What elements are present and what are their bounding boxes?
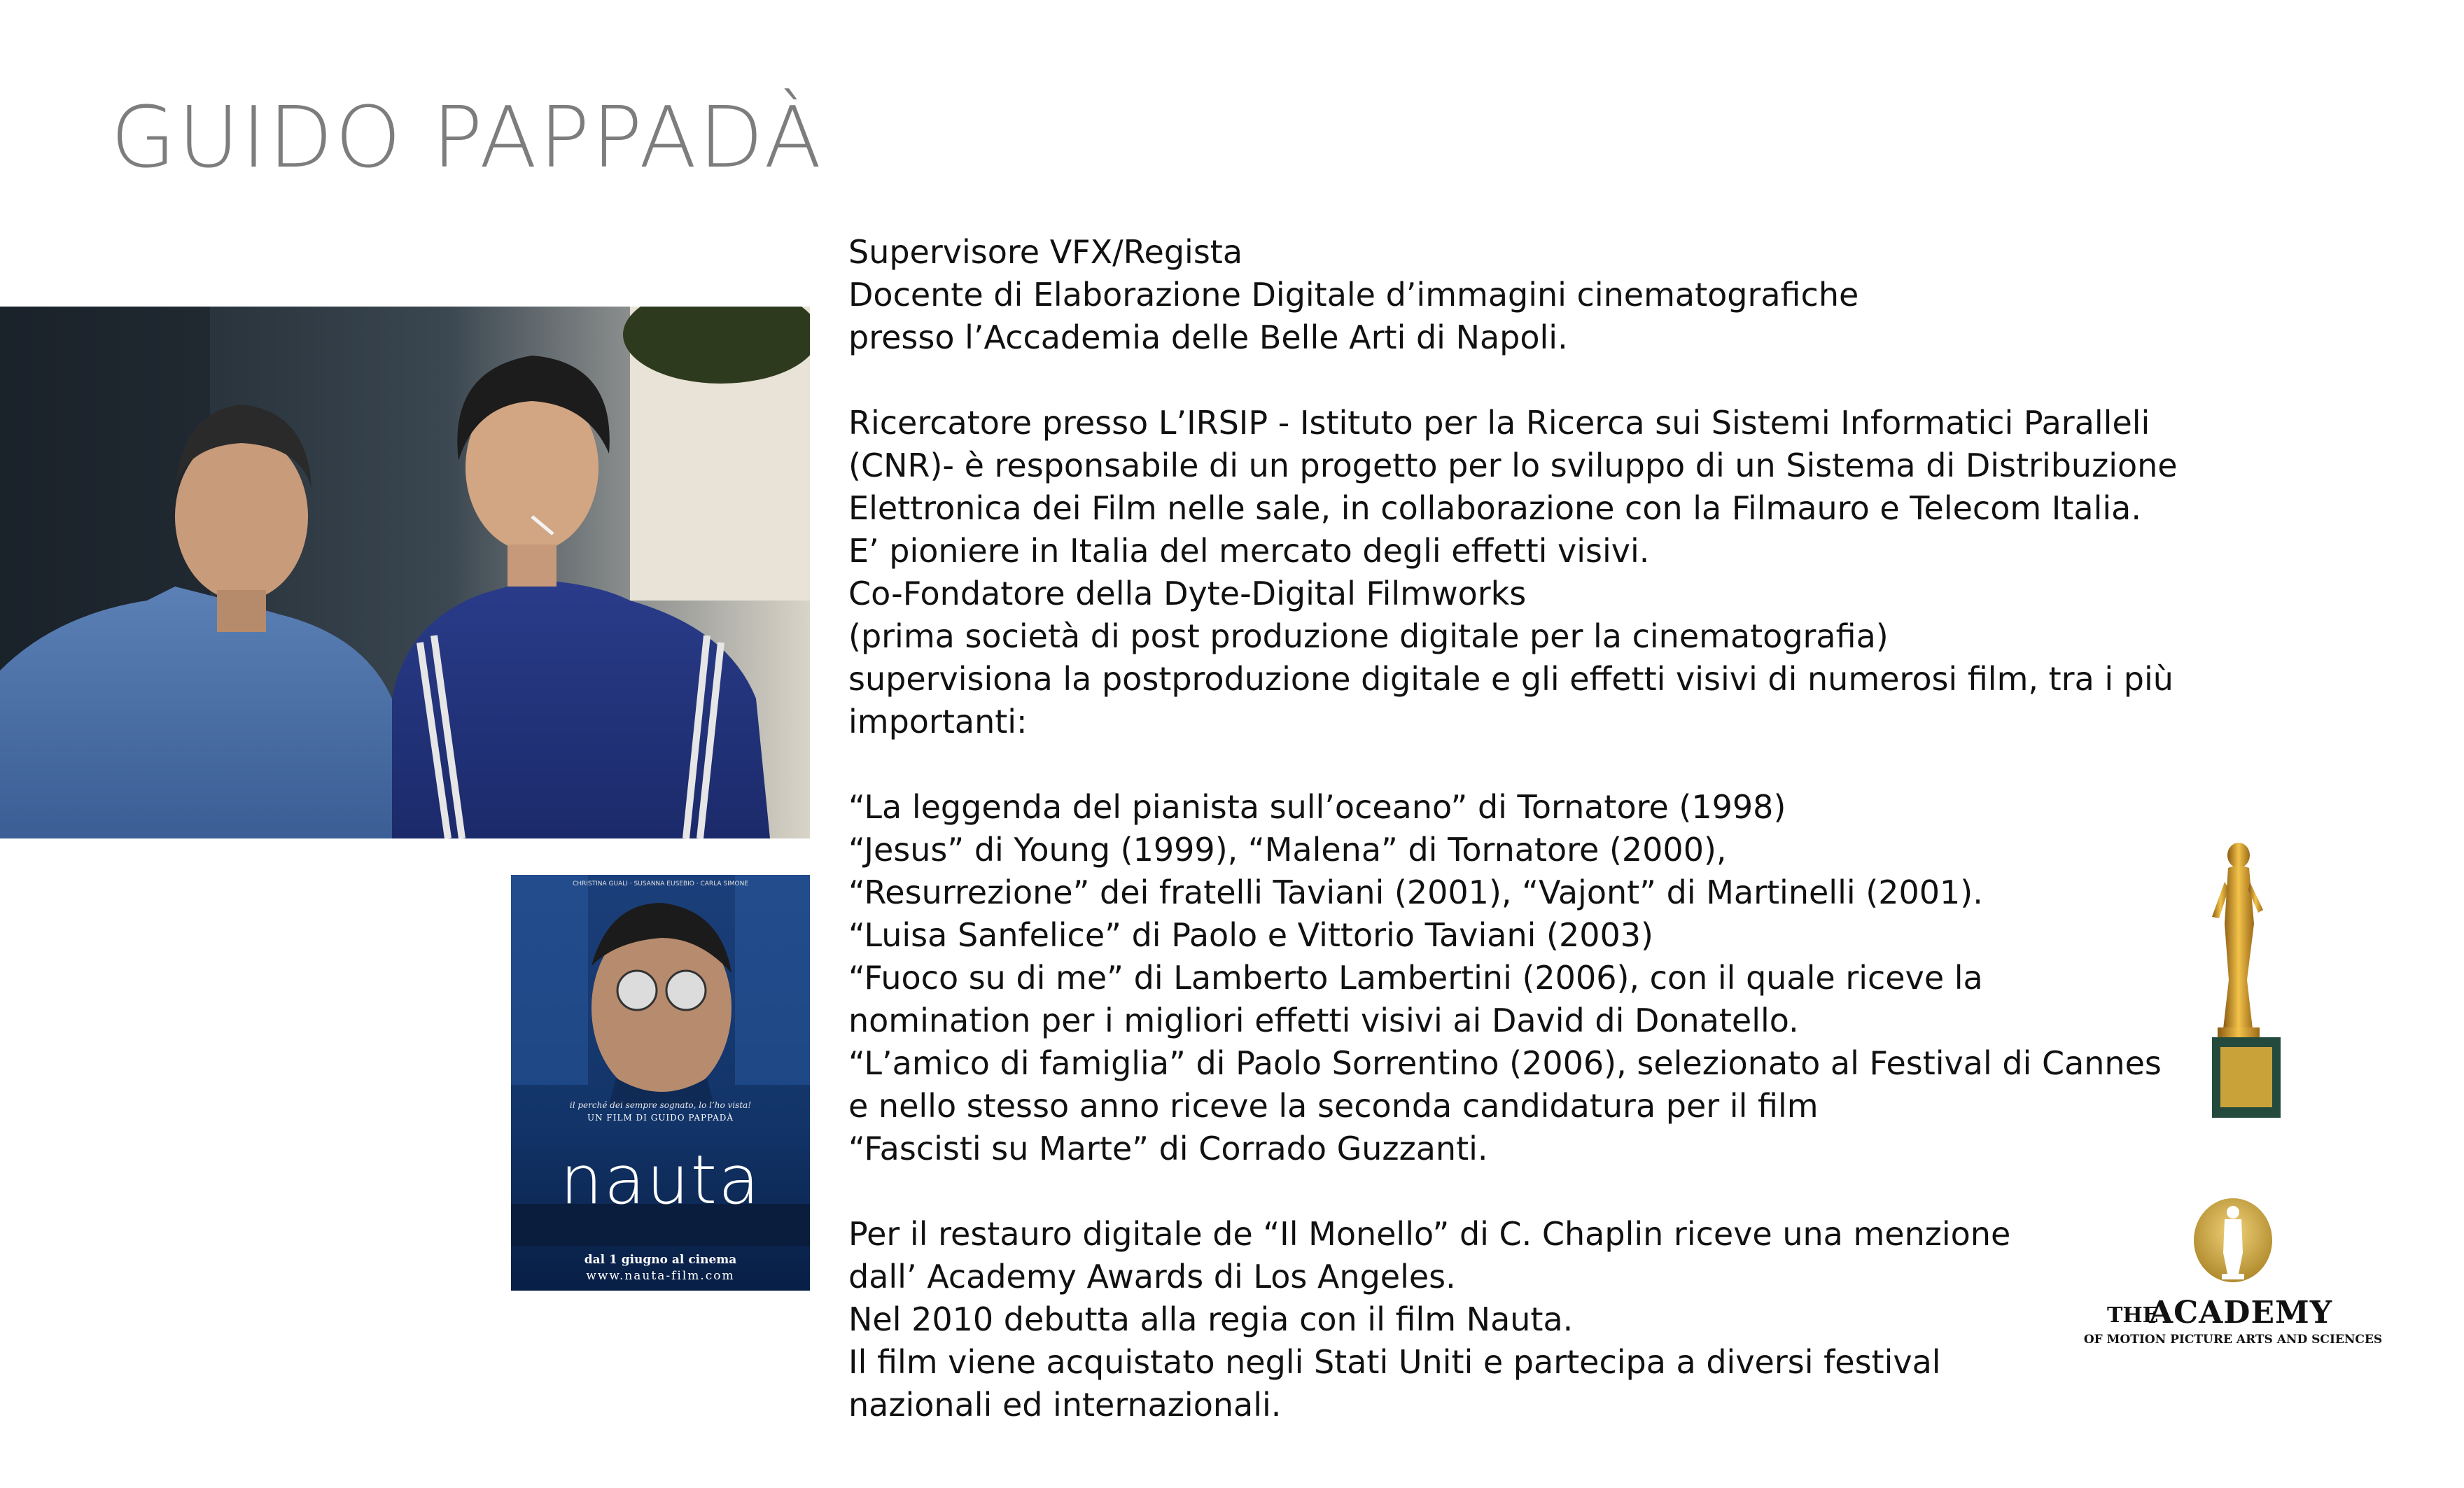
academy-the: THE: [2107, 1303, 2159, 1328]
bio-line: “Fuoco su di me” di Lamberto Lambertini (2006), con il quale riceve la: [848, 959, 1983, 997]
bio-line: Co-Fondatore della Dyte-Digital Filmworks: [848, 575, 1527, 612]
bio-line: presso l’Accademia delle Belle Arti di Napoli.: [848, 318, 1568, 356]
trophy-icon: [2204, 840, 2288, 1120]
bio-line: “L’amico di famiglia” di Paolo Sorrentino (2006), selezionato al Festival di Cannes: [848, 1044, 2162, 1082]
poster-url: www.nauta-film.com: [586, 1269, 735, 1283]
poster-tagline: il perché dei sempre sognato, lo l’ho vista!: [569, 1100, 752, 1110]
bio-line: Nel 2010 debutta alla regia con il film Nauta.: [848, 1300, 1574, 1338]
bio-line: e nello stesso anno riceve la seconda candidatura per il film: [848, 1087, 1819, 1125]
poster-background: [511, 875, 810, 1291]
paragraph-gap: [848, 1170, 2178, 1213]
academy-name: ACADEMY: [2149, 1295, 2333, 1331]
david-di-donatello-trophy: [2204, 840, 2288, 1120]
bio-line: nazionali ed internazionali.: [848, 1386, 1282, 1424]
academy-subtitle: OF MOTION PICTURE ARTS AND SCIENCES: [2083, 1333, 2383, 1347]
portrait-photo-image: [0, 307, 810, 838]
bio-line: importanti:: [848, 703, 1028, 741]
bio-line: “Jesus” di Young (1999), “Malena” di Tornatore (2000),: [848, 831, 1727, 869]
bio-line: “Resurrezione” dei fratelli Taviani (2001), “Vajont” di Martinelli (2001).: [848, 873, 1983, 911]
bio-line: (prima società di post produzione digitale per la cinematografia): [848, 617, 1889, 655]
bio-line: Per il restauro digitale de “Il Monello” di C. Chaplin riceve una menzione: [848, 1215, 2011, 1253]
paragraph-gap: [848, 359, 2178, 402]
bio-line: nomination per i migliori effetti visivi ai David di Donatello.: [848, 1002, 1799, 1039]
academy-awards-logo: [2051, 1197, 2415, 1358]
bio-line: Il film viene acquistato negli Stati Uniti e partecipa a diversi festival: [848, 1343, 1941, 1381]
bio-line: (CNR)- è responsabile di un progetto per lo sviluppo di un Sistema di Distribuzione: [848, 447, 2178, 484]
bio-line: “La leggenda del pianista sull’oceano” di Tornatore (1998): [848, 788, 1786, 826]
bio-line: dall’ Academy Awards di Los Angeles.: [848, 1258, 1456, 1296]
page-title: GUIDO PAPPADÀ: [111, 90, 824, 187]
bio-line: Ricercatore presso L’IRSIP - Istituto per la Ricerca sui Sistemi Informatici Paralleli: [848, 404, 2150, 442]
bio-line: “Fascisti su Marte” di Corrado Guzzanti.: [848, 1130, 1488, 1167]
bio-line: Docente di Elaborazione Digitale d’immagini cinematografiche: [848, 276, 1859, 314]
poster-director-credit: UN FILM DI GUIDO PAPPADÀ: [587, 1113, 734, 1123]
poster-film-title: nauta: [560, 1141, 761, 1219]
oscar-statuette-icon: [2192, 1197, 2274, 1295]
paragraph-gap: [848, 743, 2178, 786]
nauta-film-poster: [511, 875, 810, 1291]
poster-top-credits: CHRISTINA GUALI · SUSANNA EUSEBIO · CARLA SIMONE: [572, 880, 749, 887]
bio-line: supervisiona la postproduzione digitale e gli effetti visivi di numerosi film, tra i più: [848, 660, 2174, 698]
portrait-photo: [0, 307, 810, 838]
bio-line: Elettronica dei Film nelle sale, in collaborazione con la Filmauro e Telecom Italia.: [848, 489, 2141, 527]
biography-text: [848, 231, 2178, 1426]
bio-line: Supervisore VFX/Regista: [848, 233, 1243, 271]
poster-release-date: dal 1 giugno al cinema: [584, 1253, 737, 1267]
bio-line: “Luisa Sanfelice” di Paolo e Vittorio Taviani (2003): [848, 916, 1653, 954]
bio-line: E’ pioniere in Italia del mercato degli effetti visivi.: [848, 532, 1650, 570]
